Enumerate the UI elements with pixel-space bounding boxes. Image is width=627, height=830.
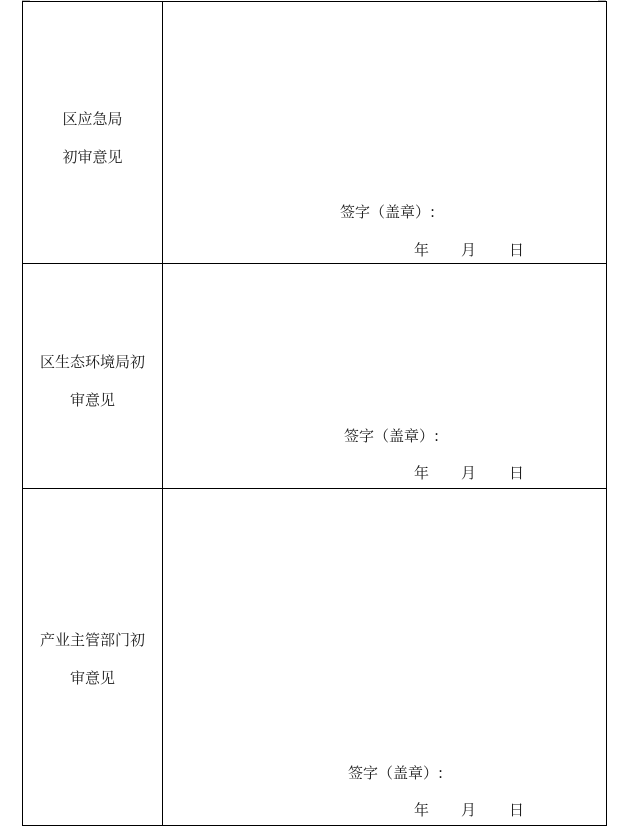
date-month: 月 xyxy=(461,464,477,482)
date-day: 日 xyxy=(509,801,525,819)
opinion-area-ecology[interactable] xyxy=(163,264,607,489)
date-year: 年 xyxy=(414,801,430,819)
date-line xyxy=(163,240,606,260)
row-label-line: 审意见 xyxy=(69,669,115,687)
date-month: 月 xyxy=(461,801,477,819)
signature-label: 签字（盖章）: xyxy=(340,203,436,221)
label-cell-industry xyxy=(23,489,163,826)
row-label xyxy=(27,343,158,419)
label-cell-ecology xyxy=(23,264,163,489)
date-year: 年 xyxy=(414,464,430,482)
row-label xyxy=(27,621,158,697)
date-year: 年 xyxy=(414,241,430,259)
date-line xyxy=(163,463,606,483)
date-day: 日 xyxy=(509,241,525,259)
row-label xyxy=(27,100,158,176)
row-label-line: 产业主管部门初 xyxy=(39,631,145,649)
table-row-industry xyxy=(23,489,607,826)
row-label-line: 区应急局 xyxy=(62,110,123,128)
row-label-line: 初审意见 xyxy=(62,148,123,166)
date-line xyxy=(163,800,606,820)
label-cell-emergency xyxy=(23,2,163,264)
row-label-line: 区生态环境局初 xyxy=(39,353,145,371)
table-row-ecology xyxy=(23,264,607,489)
review-opinion-table xyxy=(22,1,607,826)
date-month: 月 xyxy=(461,241,477,259)
row-label-line: 审意见 xyxy=(69,391,115,409)
table-row-emergency xyxy=(23,2,607,264)
signature-label: 签字（盖章）: xyxy=(344,427,440,445)
signature-label: 签字（盖章）: xyxy=(348,764,444,782)
opinion-area-industry[interactable] xyxy=(163,489,607,826)
date-day: 日 xyxy=(509,464,525,482)
opinion-area-emergency[interactable] xyxy=(163,2,607,264)
